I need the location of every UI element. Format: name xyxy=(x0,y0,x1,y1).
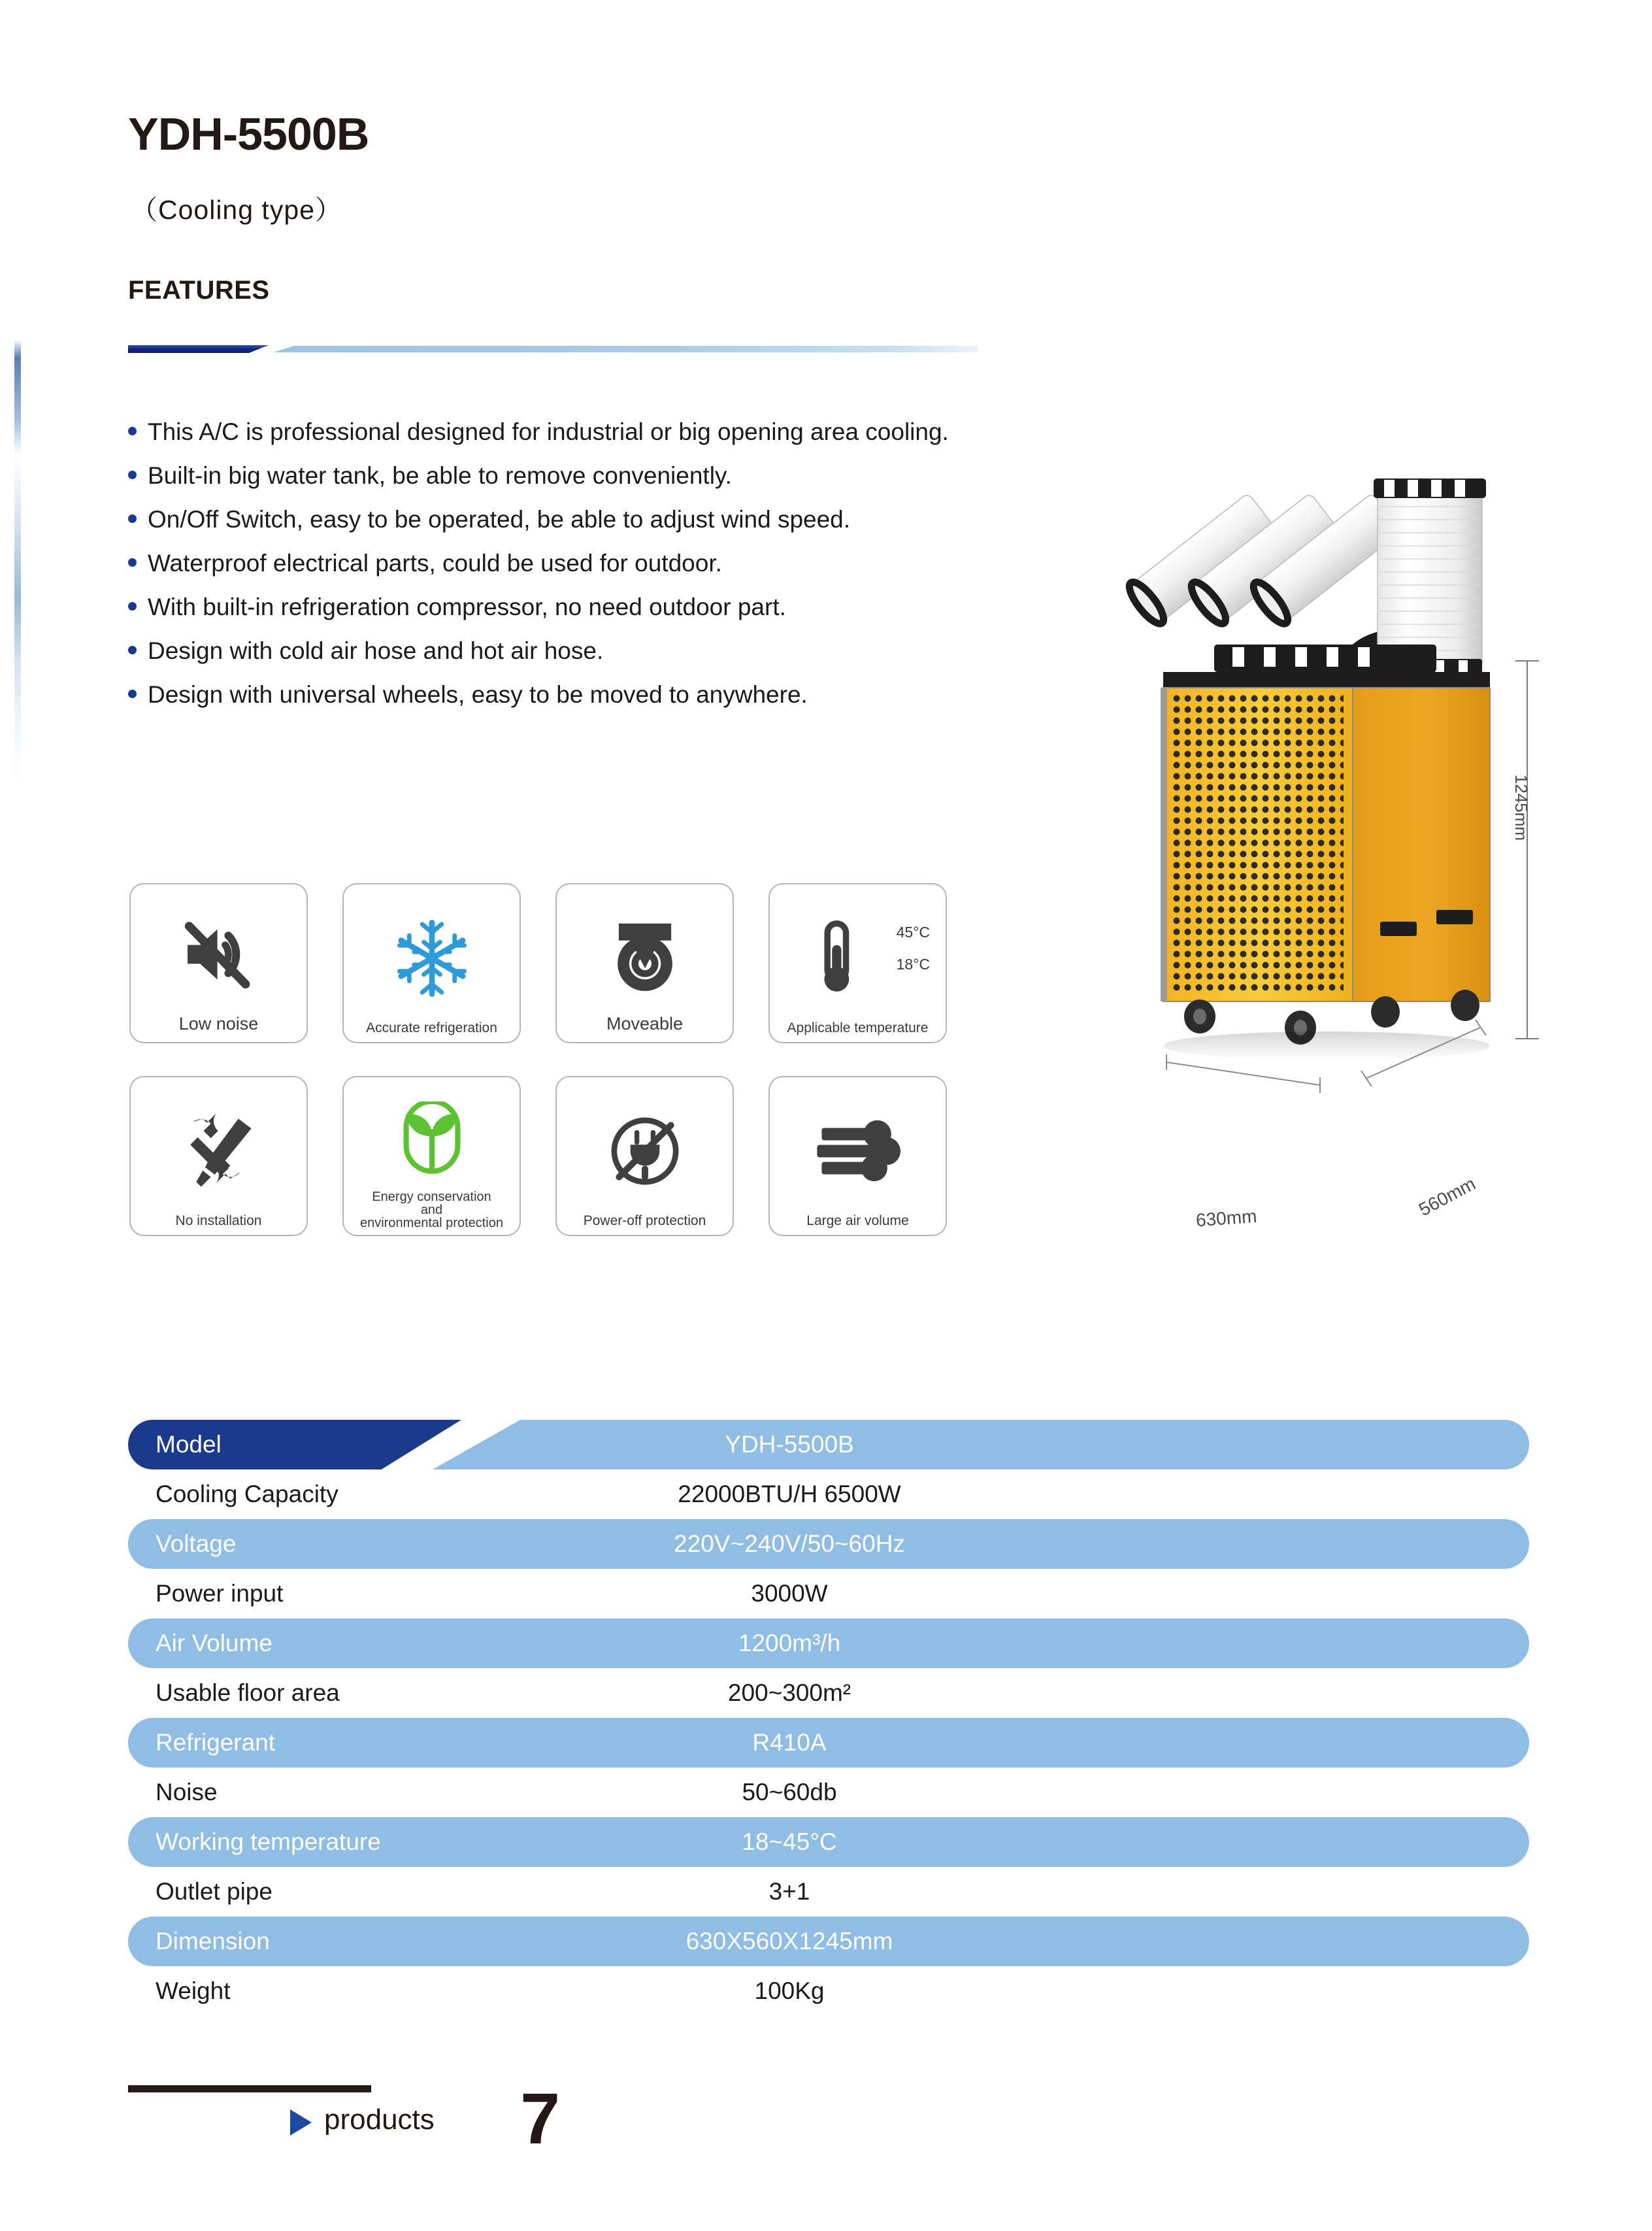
divider-light-segment xyxy=(273,346,978,352)
spec-label: Cooling Capacity xyxy=(156,1481,339,1507)
spec-value: 220V~240V/50~60Hz xyxy=(674,1530,905,1557)
no-plug-icon xyxy=(557,1088,733,1214)
feature-card-label-line1: Energy conservation xyxy=(372,1190,491,1204)
spec-label: Noise xyxy=(156,1779,218,1805)
spec-value: 630X560X1245mm xyxy=(686,1928,893,1954)
feature-card-large-air-volume xyxy=(768,1076,947,1236)
wind-lines-icon xyxy=(770,1088,946,1214)
feature-card-label: Applicable temperature xyxy=(787,1020,929,1036)
feature-card-no-installation xyxy=(129,1076,308,1236)
feature-card-power-off-protection xyxy=(555,1076,734,1236)
feature-card-label-line3: environmental protection xyxy=(359,1216,503,1230)
product-model-title: YDH-5500B xyxy=(128,109,369,159)
table-row xyxy=(128,1917,1529,1966)
spec-label: Working temperature xyxy=(156,1828,381,1855)
table-row xyxy=(128,1420,1529,1469)
feature-card-label: No installation xyxy=(175,1213,262,1229)
bullet-dot-icon xyxy=(128,602,137,611)
feature-card-label: Moveable xyxy=(606,1013,684,1033)
feature-card-applicable-temperature xyxy=(768,883,947,1043)
table-row xyxy=(128,1768,1529,1817)
spec-value: 100Kg xyxy=(754,1977,825,2004)
product-illustration xyxy=(1104,471,1562,1255)
spec-label: Voltage xyxy=(156,1530,237,1557)
bullet-dot-icon xyxy=(128,690,137,698)
bullet-text: This A/C is professional designed for industrial or big opening area cooling. xyxy=(148,418,949,445)
table-row xyxy=(128,1619,1529,1668)
page-binding-strip xyxy=(14,340,21,784)
cold-air-duct-group xyxy=(1124,492,1402,628)
list-item xyxy=(128,637,1108,681)
dimension-height-label: 1245mm xyxy=(1511,774,1531,841)
spec-label: Air Volume xyxy=(156,1630,273,1656)
section-divider xyxy=(128,343,978,353)
bullet-text: Built-in big water tank, be able to remove conveniently. xyxy=(148,462,732,489)
footer-rule xyxy=(128,2085,371,2092)
list-item xyxy=(128,506,1108,550)
table-row xyxy=(128,1966,1529,2016)
table-row xyxy=(128,1469,1529,1519)
bullet-text: With built-in refrigeration compressor, no need outdoor part. xyxy=(148,594,786,620)
spec-label: Power input xyxy=(156,1580,284,1607)
feature-card-label-line2: and xyxy=(420,1203,443,1217)
feature-card-label: Accurate refrigeration xyxy=(366,1020,497,1036)
feature-icon-grid xyxy=(129,883,947,1236)
table-row xyxy=(128,1569,1529,1619)
snowflake-icon xyxy=(344,895,520,1021)
play-triangle-icon xyxy=(290,2109,312,2136)
wrench-screwdriver-icon xyxy=(131,1088,306,1214)
spec-label: Weight xyxy=(156,1977,231,2004)
bullet-text: Design with universal wheels, easy to be moved to anywhere. xyxy=(148,681,808,708)
table-row xyxy=(128,1519,1529,1569)
features-bullet-list xyxy=(128,418,1108,725)
feature-card-label: Large air volume xyxy=(806,1213,909,1229)
feature-card-label: Low noise xyxy=(178,1013,259,1033)
table-row xyxy=(128,1867,1529,1917)
bullet-dot-icon xyxy=(128,471,137,479)
divider-dark-segment xyxy=(128,345,269,353)
spec-label: Usable floor area xyxy=(156,1679,340,1706)
list-item xyxy=(128,462,1108,506)
temperature-range-marks xyxy=(897,924,930,973)
green-plant-icon xyxy=(344,1088,520,1190)
bullet-text: Design with cold air hose and hot air hose. xyxy=(148,637,604,664)
dimension-depth-label: 560mm xyxy=(1415,1173,1479,1220)
temp-low-label: 18°C xyxy=(896,956,930,973)
feature-card-moveable xyxy=(555,883,734,1043)
list-item xyxy=(128,418,1108,462)
feature-card-accurate-refrigeration xyxy=(342,883,521,1043)
table-row xyxy=(128,1718,1529,1768)
spec-value: 3000W xyxy=(751,1580,828,1607)
product-photo xyxy=(1104,471,1562,1255)
list-item xyxy=(128,594,1108,637)
bullet-dot-icon xyxy=(128,427,137,435)
temp-high-label: 45°C xyxy=(896,924,930,941)
bullet-text: Waterproof electrical parts, could be used for outdoor. xyxy=(148,550,722,577)
footer-label: products xyxy=(324,2104,435,2136)
list-item xyxy=(128,681,1108,725)
spec-value: 18~45°C xyxy=(742,1828,837,1855)
table-row xyxy=(128,1668,1529,1718)
spec-value: YDH-5500B xyxy=(725,1431,854,1458)
spec-label: Model xyxy=(156,1431,222,1458)
list-item xyxy=(128,550,1108,594)
feature-card-low-noise xyxy=(129,883,308,1043)
caster-wheel-icon xyxy=(557,895,733,1015)
feature-card-label: Power-off protection xyxy=(583,1213,706,1229)
spec-value: 3+1 xyxy=(768,1878,810,1905)
bullet-dot-icon xyxy=(128,514,137,523)
spec-value: 200~300m² xyxy=(727,1679,851,1706)
cabinet-body xyxy=(1161,672,1490,1060)
bullet-dot-icon xyxy=(128,558,137,567)
specifications-table xyxy=(128,1420,1529,2016)
bullet-dot-icon xyxy=(128,646,137,654)
feature-card-label xyxy=(344,1190,520,1235)
spec-value: 50~60db xyxy=(742,1779,837,1805)
spec-value: 22000BTU/H 6500W xyxy=(678,1481,901,1507)
spec-label: Refrigerant xyxy=(156,1729,276,1756)
features-heading: FEATURES xyxy=(128,276,270,305)
spec-value: R410A xyxy=(752,1729,827,1756)
mute-speaker-icon xyxy=(131,895,306,1015)
product-subtitle: （Cooling type） xyxy=(131,195,342,225)
table-row xyxy=(128,1817,1529,1867)
height-dimension-line xyxy=(1527,660,1528,1039)
feature-card-energy-conservation xyxy=(342,1076,521,1236)
page-number: 7 xyxy=(520,2079,561,2159)
spec-label: Dimension xyxy=(156,1928,270,1954)
bullet-text: On/Off Switch, easy to be operated, be able to adjust wind speed. xyxy=(148,506,851,533)
spec-label: Outlet pipe xyxy=(156,1878,273,1905)
dimension-width-label: 630mm xyxy=(1195,1205,1258,1231)
spec-value: 1200m³/h xyxy=(738,1630,841,1656)
